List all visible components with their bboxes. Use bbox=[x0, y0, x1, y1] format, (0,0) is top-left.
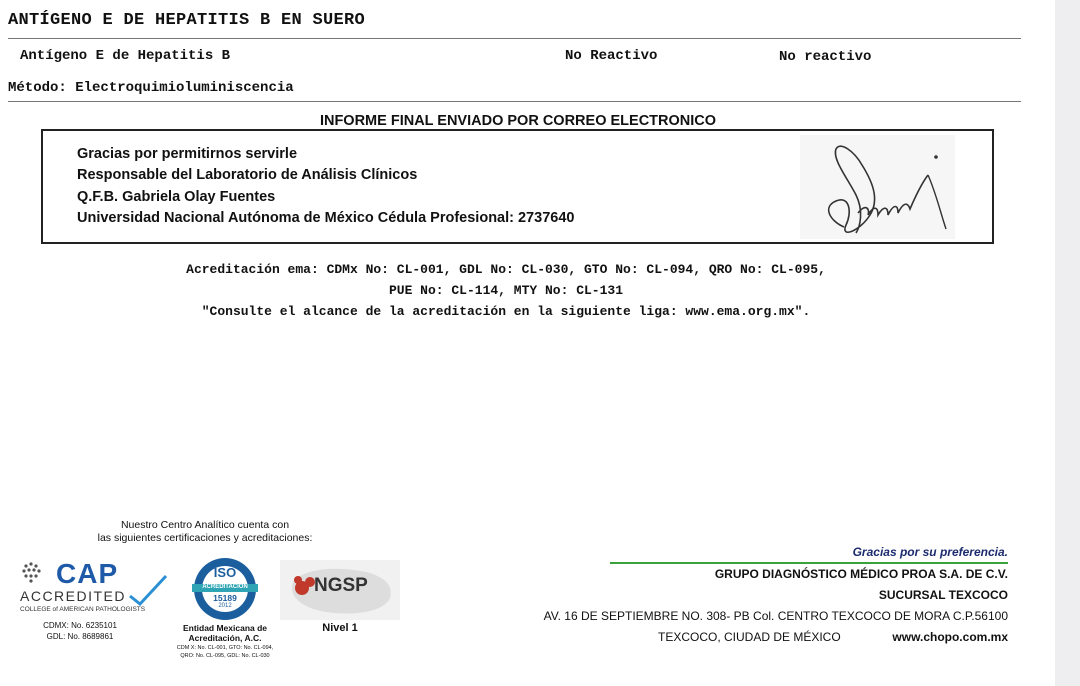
signature-line-thanks: Gracias por permitirnos servirle bbox=[77, 146, 298, 162]
ngsp-logo bbox=[280, 560, 400, 620]
iso-number: 15189 bbox=[213, 593, 237, 603]
certifications-intro-line-2: las siguientes certificaciones y acreditaciones: bbox=[97, 532, 313, 544]
signature-line-credentials: Universidad Nacional Autónoma de México Cédula Profesional: 2737640 bbox=[77, 210, 575, 226]
thanks-message: Gracias por su preferencia. bbox=[852, 545, 1008, 559]
cap-accredited-logo bbox=[18, 558, 168, 618]
branch-name: SUCURSAL TEXCOCO bbox=[878, 588, 1008, 602]
ema-caption-line-1: Entidad Mexicana de bbox=[182, 623, 268, 633]
iso-band-text: ACREDITACIÓN bbox=[202, 584, 248, 590]
right-scroll-gutter bbox=[1055, 0, 1080, 686]
cap-logo-text: CAP bbox=[56, 558, 119, 589]
company-name: GRUPO DIAGNÓSTICO MÉDICO PROA S.A. DE C.V. bbox=[714, 567, 1008, 581]
method-divider bbox=[8, 101, 1021, 102]
ema-small-line-2: QRO: No. CL-095, GDL: No. CL-030 bbox=[180, 653, 270, 659]
branch-address: AV. 16 DE SEPTIEMBRE NO. 308- PB Col. CENTRO TEXCOCO DE MORA C.P.56100 bbox=[543, 609, 1008, 623]
signature-line-role: Responsable del Laboratorio de Análisis Clínicos bbox=[77, 167, 418, 183]
report-heading: INFORME FINAL ENVIADO POR CORREO ELECTRONICO bbox=[319, 113, 717, 129]
ema-iso-logo bbox=[186, 556, 264, 622]
iso-logo-text: ISO bbox=[213, 565, 237, 580]
ngsp-level: Nivel 1 bbox=[322, 622, 358, 634]
website-link[interactable]: www.chopo.com.mx bbox=[892, 630, 1008, 644]
signature-line-name: Q.F.B. Gabriela Olay Fuentes bbox=[77, 189, 276, 205]
handwritten-signature bbox=[800, 135, 955, 239]
ema-caption-line-2: Acreditación, A.C. bbox=[188, 633, 262, 643]
cap-accredited-text: ACCREDITED bbox=[20, 588, 127, 604]
section-title: ANTÍGENO E DE HEPATITIS B EN SUERO bbox=[8, 11, 366, 30]
test-name: Antígeno E de Hepatitis B bbox=[20, 48, 231, 64]
test-reference-value: No reactivo bbox=[779, 49, 872, 65]
ema-small-line-1: CDM X: No. CL-001, GTO: No. CL-094, bbox=[176, 645, 274, 651]
iso-year: 2012 bbox=[218, 603, 232, 609]
accreditation-line-2: PUE No: CL-114, MTY No: CL-131 bbox=[388, 283, 624, 298]
footer-green-rule bbox=[610, 562, 1008, 564]
method-line: Método: Electroquimioluminiscencia bbox=[8, 80, 294, 96]
cap-gdl-number: GDL: No. 8689861 bbox=[46, 632, 114, 641]
accreditation-line-3: "Consulte el alcance de la acreditación en la siguiente liga: www.ema.org.mx". bbox=[201, 304, 811, 319]
ngsp-logo-text: NGSP bbox=[314, 575, 368, 596]
signature-box bbox=[41, 129, 994, 244]
cap-org-text: COLLEGE of AMERICAN PATHOLOGISTS bbox=[20, 606, 146, 613]
certifications-intro-line-1: Nuestro Centro Analítico cuenta con bbox=[120, 519, 290, 531]
section-divider bbox=[8, 38, 1021, 39]
test-result: No Reactivo bbox=[565, 48, 658, 64]
accreditation-line-1: Acreditación ema: CDMx No: CL-001, GDL No: CL-030, GTO No: CL-094, QRO No: CL-095, bbox=[186, 262, 826, 277]
cap-cdmx-number: CDMX: No. 6235101 bbox=[43, 621, 117, 630]
branch-city: TEXCOCO, CIUDAD DE MÉXICO bbox=[658, 630, 841, 644]
certifications-intro bbox=[60, 519, 350, 545]
